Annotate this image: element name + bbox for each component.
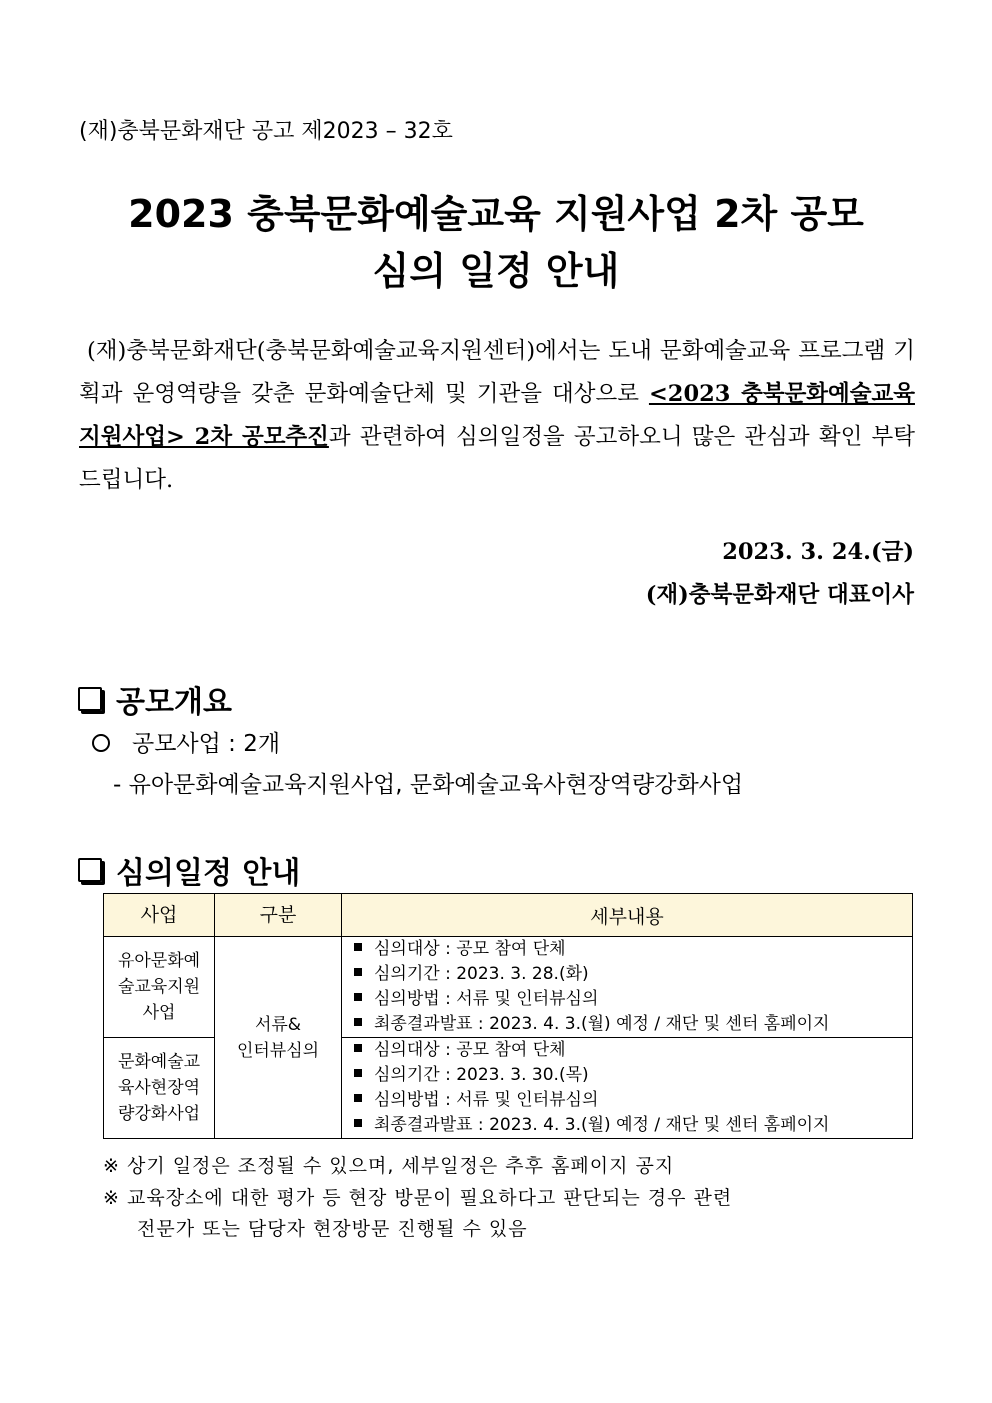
section-heading-overview [78, 677, 232, 721]
note-2: ※ 교육장소에 대한 평가 등 현장 방문이 필요하다고 판단되는 경우 관련 [103, 1187, 733, 1209]
square-bullet-icon [354, 1119, 362, 1127]
category-line: 인터뷰심의 [236, 1040, 320, 1061]
category-line: 서류& [254, 1014, 302, 1035]
overview-bullet-text: 공모사업 : 2개 [132, 731, 281, 757]
checkbox-square-icon [78, 687, 102, 711]
table-header-row [104, 894, 913, 937]
project-name-line: 사업 [142, 1003, 176, 1023]
detail-item [354, 1088, 912, 1113]
detail-item [354, 987, 912, 1012]
detail-text: 심의기간 : 2023. 3. 30.(목) [374, 1065, 589, 1085]
project-name-line: 술교육지원 [117, 977, 201, 997]
project-cell [104, 1038, 215, 1139]
details-cell [342, 1038, 913, 1139]
notice-number: (재)충북문화재단 공고 제2023 – 32호 [79, 119, 453, 144]
square-bullet-icon [354, 1069, 362, 1077]
section-heading-schedule-label: 심의일정 안내 [116, 856, 301, 891]
detail-item [354, 962, 912, 987]
note-1: ※ 상기 일정은 조정될 수 있으며, 세부일정은 추후 홈페이지 공지 [103, 1155, 675, 1177]
header-details: 세부내용 [342, 894, 913, 937]
section-heading-schedule [78, 848, 300, 892]
intro-text-1: (재)충북문화재단(충북문화예술교육지원센터)에서는 도내 문화예술교육 프로그램 기획과 운영역량을 갖춘 문화예술단체 및 기관을 대상으로 [79, 338, 915, 407]
detail-text: 심의기간 : 2023. 3. 28.(화) [374, 964, 589, 984]
document-title-line-2: 심의 일정 안내 [372, 249, 620, 293]
checkbox-square-icon [78, 858, 102, 882]
header-category: 구분 [215, 894, 342, 937]
detail-text: 최종결과발표 : 2023. 4. 3.(월) 예정 / 재단 및 센터 홈페이지 [374, 1014, 830, 1034]
detail-text: 심의대상 : 공모 참여 단체 [374, 1040, 566, 1060]
signer: (재)충북문화재단 대표이사 [645, 582, 914, 608]
square-bullet-icon [354, 1094, 362, 1102]
header-project: 사업 [104, 894, 215, 937]
intro-paragraph [79, 330, 915, 502]
square-bullet-icon [354, 993, 362, 1001]
project-name-line: 문화예술교 [117, 1052, 201, 1072]
detail-text: 심의방법 : 서류 및 인터뷰심의 [374, 989, 599, 1009]
section-heading-overview-label: 공모개요 [116, 685, 232, 720]
project-cell [104, 937, 215, 1038]
details-cell [342, 937, 913, 1038]
square-bullet-icon [354, 1018, 362, 1026]
detail-text: 심의대상 : 공모 참여 단체 [374, 939, 566, 959]
note-2-continued: 전문가 또는 담당자 현장방문 진행될 수 있음 [137, 1218, 528, 1240]
detail-item [354, 1063, 912, 1088]
project-name-line: 유아문화예 [117, 951, 201, 971]
detail-item [354, 1113, 912, 1138]
square-bullet-icon [354, 968, 362, 976]
detail-text: 최종결과발표 : 2023. 4. 3.(월) 예정 / 재단 및 센터 홈페이지 [374, 1115, 830, 1135]
overview-bullet [92, 725, 280, 758]
detail-item [354, 1038, 912, 1063]
overview-sub-item: - 유아문화예술교육지원사업, 문화예술교육사현장역량강화사업 [113, 772, 744, 798]
project-name-line: 량강화사업 [117, 1104, 201, 1124]
square-bullet-icon [354, 1044, 362, 1052]
category-cell [215, 937, 342, 1139]
table-row [104, 937, 913, 1038]
circle-bullet-icon [92, 734, 110, 752]
detail-text: 심의방법 : 서류 및 인터뷰심의 [374, 1090, 599, 1110]
document-title-line-1: 2023 충북문화예술교육 지원사업 2차 공모 [128, 192, 864, 236]
schedule-table [103, 893, 913, 1139]
square-bullet-icon [354, 943, 362, 951]
detail-item [354, 1012, 912, 1037]
project-name-line: 육사현장역 [117, 1078, 201, 1098]
intro-underlined-text: <2023 충북문화예술교육 지원사업> 2차 공모추진 [79, 381, 915, 450]
detail-item [354, 937, 912, 962]
announcement-date: 2023. 3. 24.(금) [722, 539, 914, 565]
intro-text-2: 과 관련하여 심의일정을 공고하오니 많은 관심과 확인 부탁드립니다. [79, 424, 915, 493]
